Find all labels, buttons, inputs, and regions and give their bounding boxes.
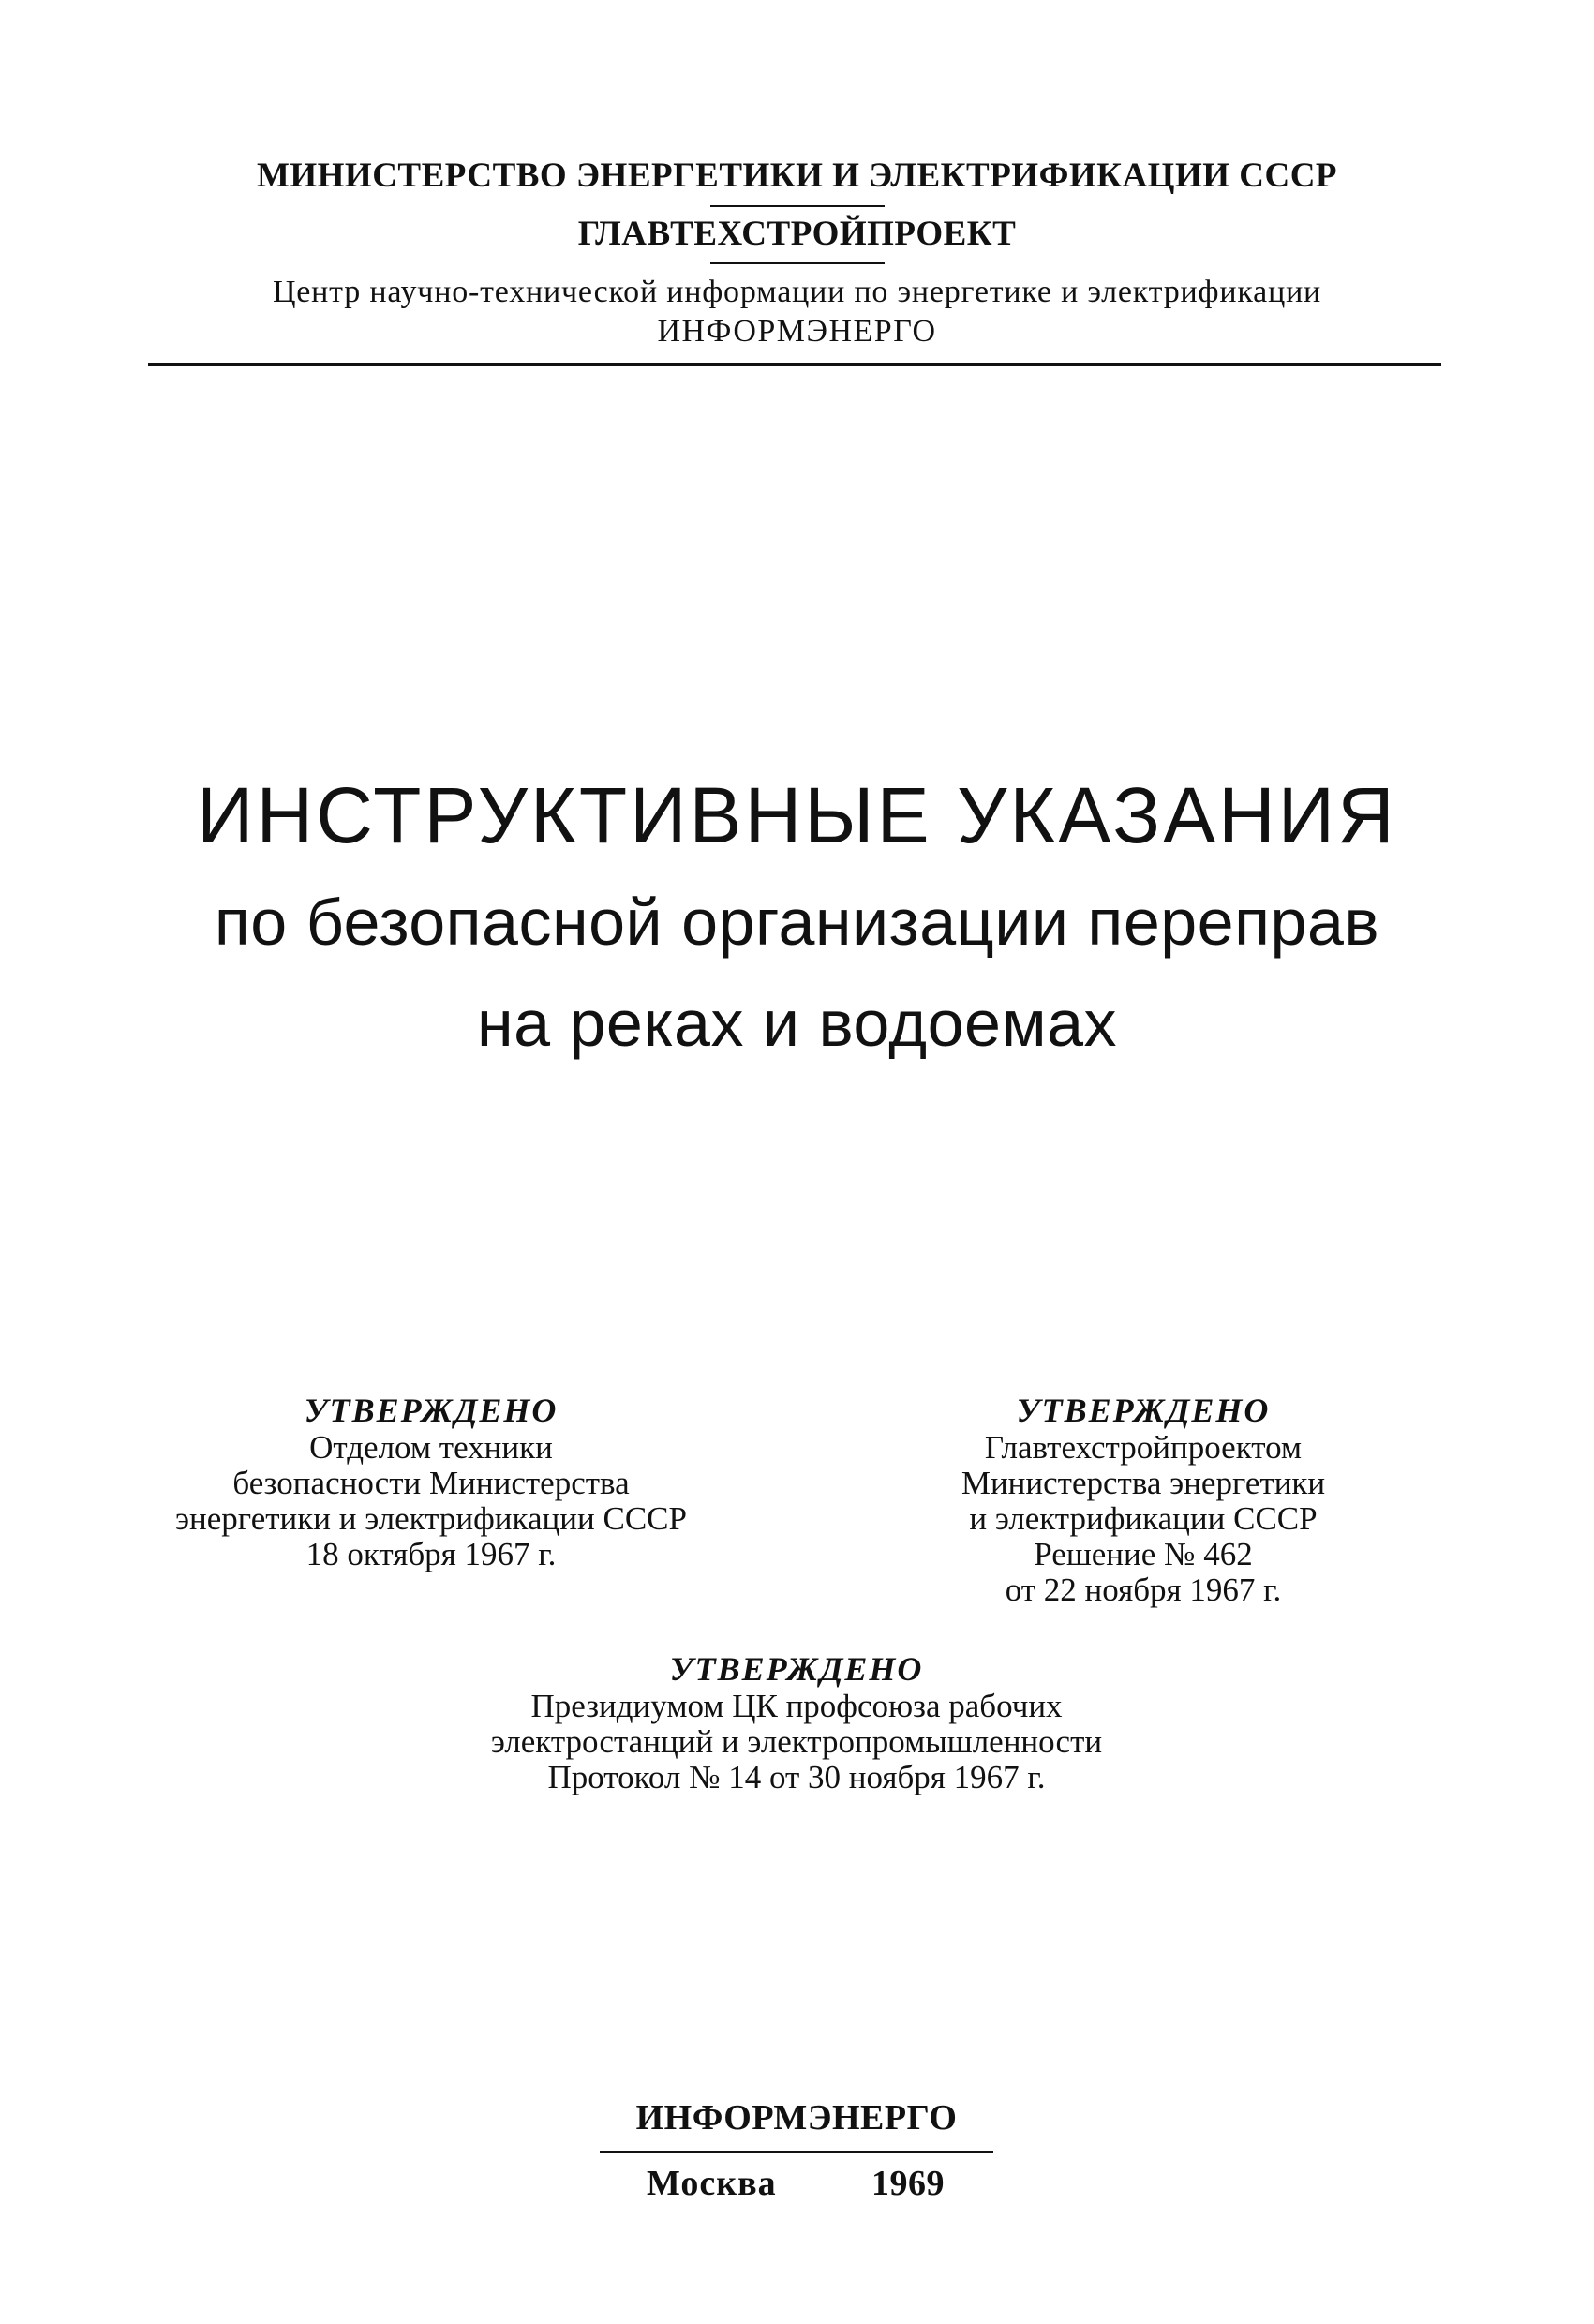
approval-line: Президиумом ЦК профсоюза рабочих (530, 1688, 1063, 1724)
approval-line: 18 октября 1967 г. (305, 1536, 557, 1572)
approval-block-right (881, 1391, 1406, 1608)
approval-heading: УТВЕРЖДЕНО (669, 1650, 924, 1688)
header-divider-short (710, 205, 885, 207)
approval-heading: УТВЕРЖДЕНО (1016, 1392, 1271, 1429)
approval-line: Отделом техники (309, 1429, 553, 1466)
approval-line: Протокол № 14 от 30 ноября 1967 г. (547, 1759, 1046, 1795)
approval-line: Решение № 462 (1034, 1536, 1253, 1572)
publication-year: 1969 (871, 2164, 945, 2203)
approval-line: энергетики и электрификации СССР (175, 1500, 687, 1537)
approval-block-center (375, 1649, 1218, 1795)
approval-line: Министерства энергетики (961, 1465, 1326, 1501)
document-title: ИНСТРУКТИВНЫЕ УКАЗАНИЯ (197, 771, 1397, 859)
header-rule (148, 363, 1441, 366)
publisher-city: Москва (647, 2164, 777, 2203)
publisher-name: ИНФОРМЭНЕРГО (635, 2098, 958, 2138)
approval-heading: УТВЕРЖДЕНО (304, 1392, 559, 1429)
department-name: ГЛАВТЕХСТРОЙПРОЕКТ (577, 215, 1017, 253)
approval-block-left (122, 1391, 740, 1572)
info-center: Центр научно-технической информации по энергетике и электрификации (272, 275, 1322, 309)
publisher-rule (600, 2151, 993, 2153)
approval-line: электростанций и электропромышленности (490, 1723, 1103, 1760)
approval-line: от 22 ноября 1967 г. (1005, 1572, 1282, 1608)
document-subtitle-line-1: по безопасной организации переправ (214, 886, 1380, 959)
approval-line: и электрификации СССР (969, 1500, 1318, 1537)
ministry-name: МИНИСТЕРСТВО ЭНЕРГЕТИКИ И ЭЛЕКТРИФИКАЦИИ СССР (256, 156, 1338, 195)
header-divider-short-2 (710, 262, 885, 264)
info-center-name: ИНФОРМЭНЕРГО (657, 314, 937, 349)
approval-line: Главтехстройпроектом (984, 1429, 1303, 1466)
document-subtitle-line-2: на реках и водоемах (476, 987, 1118, 1060)
approval-line: безопасности Министерства (232, 1465, 630, 1501)
